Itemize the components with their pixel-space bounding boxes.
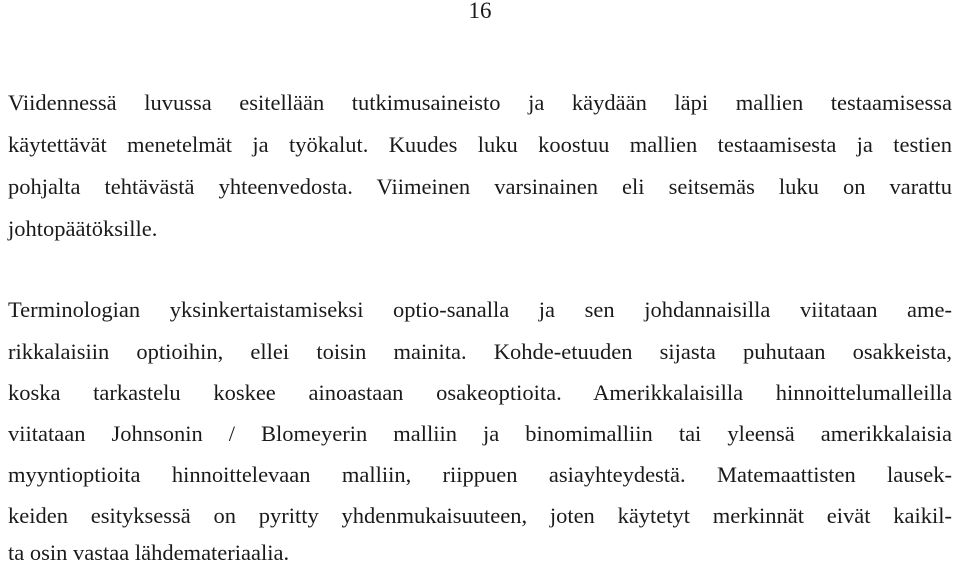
paragraph-line: ta osin vastaa lähdemateriaalia. xyxy=(8,540,290,565)
paragraph-line: johtopäätöksille. xyxy=(8,216,158,241)
paragraph-line: käytettävät menetelmät ja työkalut. Kuudes luku koostuu mallien testaamisesta ja testien xyxy=(8,132,952,157)
paragraph-line: pohjalta tehtävästä yhteenvedosta. Viimeinen varsinainen eli seitsemäs luku on varattu xyxy=(8,174,952,199)
page-number: 16 xyxy=(468,0,492,23)
paragraph-line: koska tarkastelu koskee ainoastaan osakeoptioita. Amerikkalaisilla hinnoittelumalleilla xyxy=(8,380,952,405)
paragraph-line: Terminologian yksinkertaistamiseksi optio-sanalla ja sen johdannaisilla viitataan ame- xyxy=(8,297,952,322)
paragraph-line: myyntioptioita hinnoittelevaan malliin, riippuen asiayhteydestä. Matemaattisten lausek- xyxy=(8,462,952,487)
paragraph-line: keiden esityksessä on pyritty yhdenmukaisuuteen, joten käytetyt merkinnät eivät kaikil- xyxy=(8,503,952,528)
paragraph-line: Viidennessä luvussa esitellään tutkimusaineisto ja käydään läpi mallien testaamisessa xyxy=(8,90,952,115)
paragraph-line: viitataan Johnsonin / Blomeyerin malliin ja binomimalliin tai yleensä amerikkalaisia xyxy=(8,421,952,446)
paragraph-line: rikkalaisiin optioihin, ellei toisin mainita. Kohde-etuuden sijasta puhutaan osakkeista, xyxy=(8,339,952,364)
